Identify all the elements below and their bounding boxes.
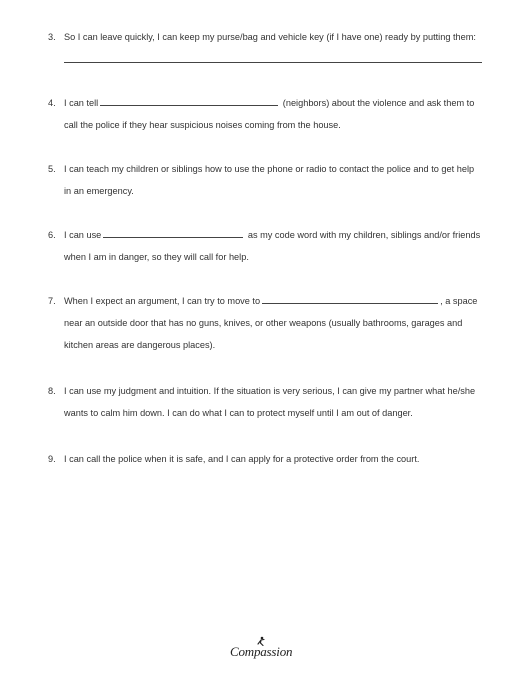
item-text: I can use <box>64 230 102 240</box>
item-text: in an emergency. <box>64 186 134 196</box>
logo-text: Compassion <box>230 644 293 659</box>
list-item-8 <box>48 380 498 424</box>
item-text: I can use my judgment and intuition. If the situation is very serious, I can give my partner what he/she <box>64 386 476 396</box>
item-text: near an outside door that has no guns, knives, or other weapons (usually bathrooms, garages and <box>64 318 463 328</box>
item-text: I can tell <box>64 98 99 108</box>
fill-in-blank[interactable] <box>103 227 243 238</box>
item-text: wants to calm him down. I can do what I can to protect myself until I am out of danger. <box>64 408 413 418</box>
item-text: when I am in danger, so they will call for help. <box>64 252 249 262</box>
item-text: (neighbors) about the violence and ask them to <box>282 98 475 108</box>
fill-in-blank[interactable] <box>100 95 278 106</box>
fill-in-blank[interactable] <box>262 293 438 304</box>
item-number: 5. <box>48 164 56 174</box>
list-item-6 <box>48 224 498 268</box>
item-text: When I expect an argument, I can try to move to <box>64 296 261 306</box>
item-text: So I can leave quickly, I can keep my purse/bag and vehicle key (if I have one) ready by putting them: <box>64 32 476 42</box>
item-text: , a space <box>440 296 478 306</box>
compassion-logo <box>230 640 302 662</box>
item-text: I can call the police when it is safe, and I can apply for a protective order from the court. <box>64 454 420 464</box>
item-number: 7. <box>48 296 56 306</box>
fill-in-blank[interactable] <box>64 48 482 63</box>
list-item-4 <box>48 92 498 136</box>
item-number: 4. <box>48 98 56 108</box>
list-item-7 <box>48 290 498 356</box>
list-item-9 <box>48 448 498 470</box>
item-number: 6. <box>48 230 56 240</box>
item-text: I can teach my children or siblings how to use the phone or radio to contact the police and to get help <box>64 164 475 174</box>
item-text: kitchen areas are dangerous places). <box>64 340 216 350</box>
item-number: 8. <box>48 386 56 396</box>
item-number: 9. <box>48 454 56 464</box>
list-item-3 <box>48 26 498 63</box>
list-item-5 <box>48 158 498 202</box>
item-number: 3. <box>48 32 56 42</box>
item-text: as my code word with my children, siblings and/or friends <box>247 230 481 240</box>
item-text: call the police if they hear suspicious noises coming from the house. <box>64 120 341 130</box>
